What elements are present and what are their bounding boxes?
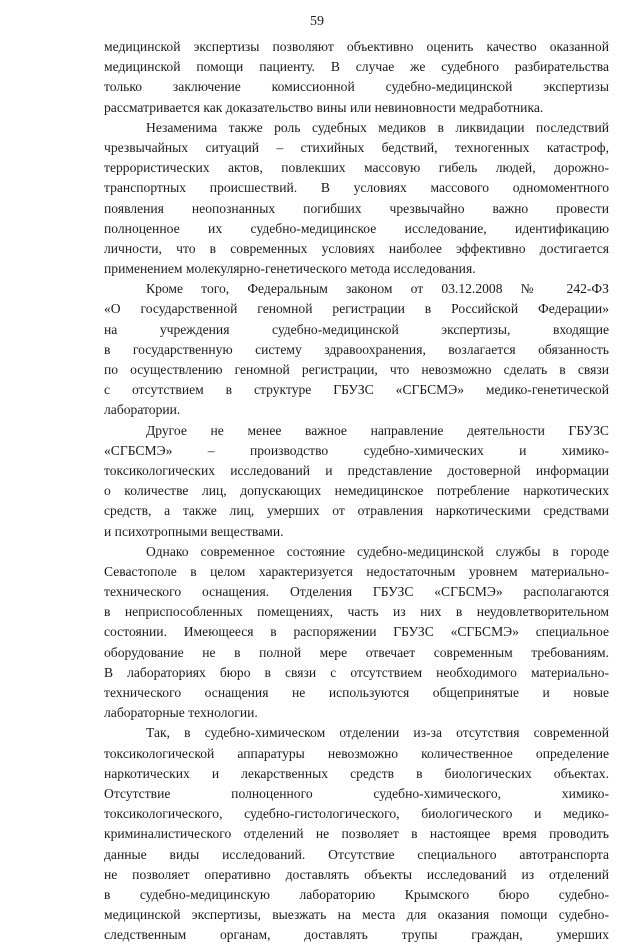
- text-line: в судебно-медицинскую лабораторию Крымского бюро судебно-: [104, 886, 609, 902]
- text-line: в неприспособленных помещениях, часть из них в неудовлетворительном: [104, 604, 609, 620]
- text-line: не позволяет оперативно доставлять объекты исследований из отделений: [104, 866, 609, 882]
- text-line: «СГБСМЭ» – производство судебно-химических и химико-: [104, 442, 609, 458]
- text-line: и психотропными веществами.: [104, 523, 284, 539]
- text-line: «О государственной геномной регистрации в Российской Федерации»: [104, 301, 609, 317]
- text-line: Однако современное состояние судебно-медицинской службы в городе: [146, 543, 609, 559]
- text-line: с отсутствием в структуре ГБУЗС «СГБСМЭ» медико-генетической: [104, 382, 609, 398]
- text-line: Незаменима также роль судебных медиков в ликвидации последствий: [146, 119, 609, 135]
- page-number: 59: [310, 14, 324, 29]
- text-line: токсикологической аппаратуры невозможно количественное определение: [104, 745, 609, 761]
- paragraph: [104, 542, 609, 724]
- text-line: только заключение комиссионной судебно-медицинской экспертизы: [104, 79, 609, 95]
- text-line: состоянии. Имеющееся в распоряжении ГБУЗС «СГБСМЭ» специальное: [104, 624, 609, 640]
- text-line: в государственную систему здравоохранения, возлагается обязанность: [104, 341, 609, 357]
- text-line: оборудование не в полной мере отвечает современным требованиям.: [104, 644, 609, 660]
- text-line: технического оснащения не используются общепринятые и новые: [104, 685, 609, 700]
- text-line: медицинской экспертизы, выезжать на места для оказания помощи судебно-: [104, 907, 609, 923]
- text-line: о количестве лиц, допускающих немедицинское потребление наркотических: [104, 483, 609, 499]
- text-line: появления неопознанных погибших чрезвычайно важно провести: [104, 200, 609, 216]
- text-line: токсикологических исследований и представление достоверной информации: [104, 462, 609, 478]
- paragraph: [104, 118, 609, 280]
- text-line: средств, а также лиц, умерших от отравления наркотическими средствами: [104, 503, 609, 519]
- text-line: Отсутствие полноценного судебно-химического, химико-: [104, 785, 609, 801]
- text-line: Севастополе в целом характеризуется недостаточным уровнем материально-: [104, 563, 609, 579]
- paragraph: [104, 421, 609, 542]
- text-line: полноценное их судебно-медицинское исследование, идентификацию: [104, 220, 609, 236]
- text-line: личности, что в современных условиях наиболее эффективно достигается: [104, 240, 609, 256]
- text-line: лабораторные технологии.: [104, 705, 258, 721]
- text-line: по осуществлению геномной регистрации, что невозможно сделать в связи: [104, 362, 609, 377]
- text-line: Другое не менее важное направление деятельности ГБУЗС: [146, 422, 609, 438]
- text-line: В лабораториях бюро в связи с отсутствием необходимого материально-: [104, 664, 609, 680]
- text-line: транспортных происшествий. В условиях массового одномоментного: [104, 180, 609, 196]
- text-line: на учреждения судебно-медицинской экспертизы, входящие: [104, 321, 609, 337]
- text-line: медицинской экспертизы позволяют объективно оценить качество оказанной: [104, 39, 609, 54]
- text-line: данные виды исследований. Отсутствие специального автотранспорта: [104, 846, 609, 862]
- text-line: токсикологического, судебно-гистологического, биологического и медико-: [104, 806, 609, 822]
- paragraph: [104, 723, 609, 945]
- text-line: рассматривается как доказательство вины или невиновности медработника.: [104, 99, 544, 115]
- paragraph: [104, 279, 609, 420]
- text-line: Кроме того, Федеральным законом от 03.12.2008 № 242-ФЗ: [146, 281, 609, 297]
- text-line: криминалистического отделений не позволяет в настоящее время проводить: [104, 826, 609, 842]
- text-line: террористических актов, повлекших массовую гибель людей, дорожно-: [104, 160, 609, 176]
- text-line: применением молекулярно-генетического метода исследования.: [104, 261, 476, 277]
- text-line: лаборатории.: [104, 402, 181, 418]
- text-line: следственным органам, доставлять трупы граждан, умерших: [104, 927, 609, 943]
- text-line: чрезвычайных ситуаций – стихийных бедствий, техногенных катастроф,: [104, 139, 609, 155]
- text-line: наркотических и лекарственных средств в биологических объектах.: [104, 765, 609, 781]
- text-line: медицинской помощи пациенту. В случае же судебного разбирательства: [104, 59, 609, 75]
- paragraph: [104, 37, 609, 118]
- text-line: технического оснащения. Отделения ГБУЗС «СГБСМЭ» располагаются: [104, 584, 609, 600]
- text-line: Так, в судебно-химическом отделении из-за отсутствия современной: [146, 725, 609, 741]
- body-text: [104, 37, 609, 945]
